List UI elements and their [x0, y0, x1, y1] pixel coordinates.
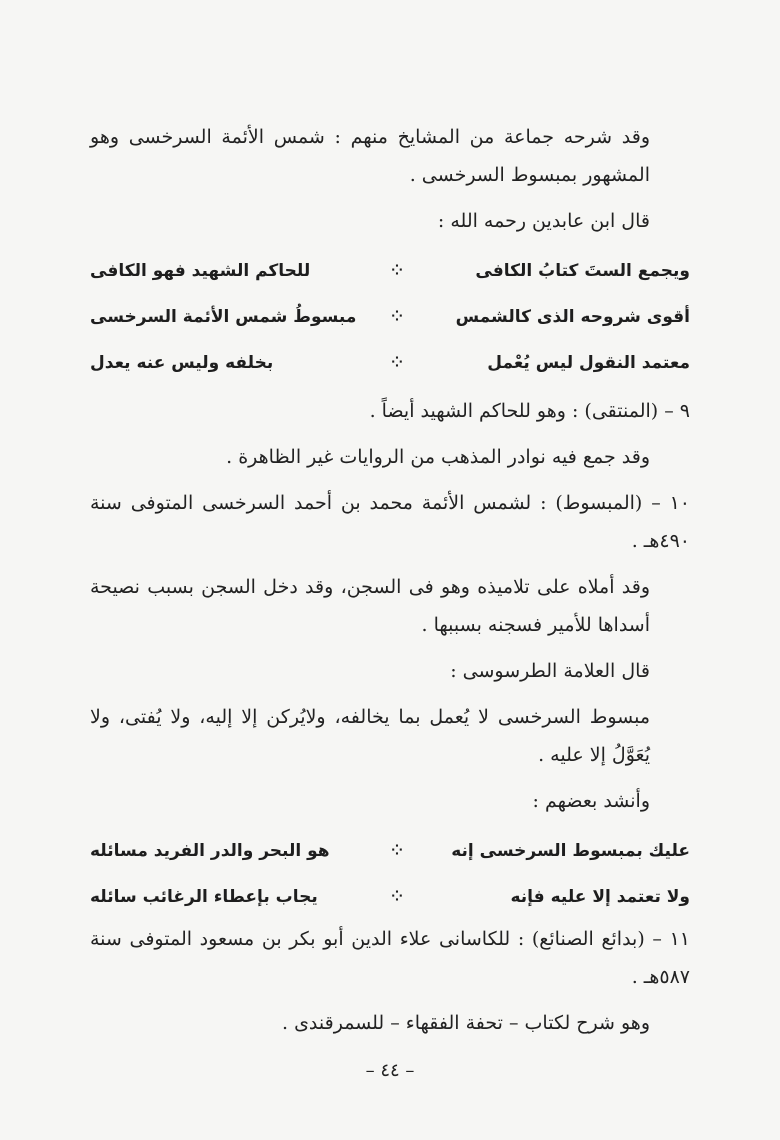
verse-line [90, 294, 690, 340]
paragraph-item-10: ١٠ – (المبسوط) : لشمس الأئمة محمد بن أحمد السرخسى المتوفى سنة ٤٩٠هـ . [90, 492, 690, 552]
paragraph-tarsusi-quote: مبسوط السرخسى لا يُعمل بما يخالفه، ولايُركن إلا إليه، ولا يُفتى، ولا يُعَوَّلُ إلا عليه . [90, 706, 650, 766]
paragraph-item-9: ٩ – (المنتقى) : وهو للحاكم الشهيد أيضاً . [369, 400, 690, 422]
paragraph-poem-intro: وأنشد بعضهم : [532, 790, 650, 812]
paragraph-ibn-abidin-intro: قال ابن عابدين رحمه الله : [437, 210, 650, 232]
paragraph-nawadir: وقد جمع فيه نوادر المذهب من الروايات غير الظاهرة . [226, 446, 650, 468]
verse-first-hemistich: عليك بمبسوط السرخسى إنه [451, 841, 690, 861]
verse-line [90, 248, 690, 294]
verse-second-hemistich: بخلفه وليس عنه يعدل [90, 353, 274, 373]
verse-separator-icon: ⁘ [391, 889, 405, 905]
verse-first-hemistich: ويجمع الستَ كتابُ الكافى [475, 261, 690, 281]
paragraph-item-11: ١١ – (بدائع الصنائع) : للكاسانى علاء الدين أبو بكر بن مسعود المتوفى سنة ٥٨٧هـ . [90, 928, 690, 988]
page-body [90, 118, 690, 1050]
verse-line [90, 828, 690, 874]
verse-second-hemistich: هو البحر والدر الفريد مسائله [90, 841, 330, 861]
verse-line [90, 340, 690, 386]
paragraph-prison: وقد أملاه على تلاميذه وهو فى السجن، وقد دخل السجن بسبب نصيحة أسداها للأمير فسجنه بسببها . [90, 576, 650, 636]
poem-ibn-abidin [90, 248, 690, 386]
verse-first-hemistich: أقوى شروحه الذى كالشمس [455, 307, 690, 327]
paragraph-commentaries: وقد شرحه جماعة من المشايخ منهم : شمس الأئمة السرخسى وهو المشهور بمبسوط السرخسى . [90, 126, 650, 186]
verse-separator-icon: ⁘ [391, 263, 405, 279]
verse-separator-icon: ⁘ [391, 355, 405, 371]
verse-first-hemistich: معتمد النقول ليس يُعْمل [487, 353, 690, 373]
verse-line [90, 874, 690, 920]
page-number: – ٤٤ – [365, 1060, 415, 1081]
verse-first-hemistich: ولا تعتمد إلا عليه فإنه [510, 887, 690, 907]
paragraph-tarsusi-intro: قال العلامة الطرسوسى : [450, 660, 650, 682]
paragraph-tuhfa: وهو شرح لكتاب – تحفة الفقهاء – للسمرقندى . [281, 1012, 650, 1034]
verse-second-hemistich: للحاكم الشهيد فهو الكافى [90, 261, 311, 281]
verse-separator-icon: ⁘ [391, 309, 405, 325]
verse-separator-icon: ⁘ [391, 843, 405, 859]
verse-second-hemistich: مبسوطُ شمس الأئمة السرخسى [90, 307, 357, 327]
verse-second-hemistich: يجاب بإعطاء الرغائب سائله [90, 887, 318, 907]
poem-mabsut [90, 828, 690, 920]
